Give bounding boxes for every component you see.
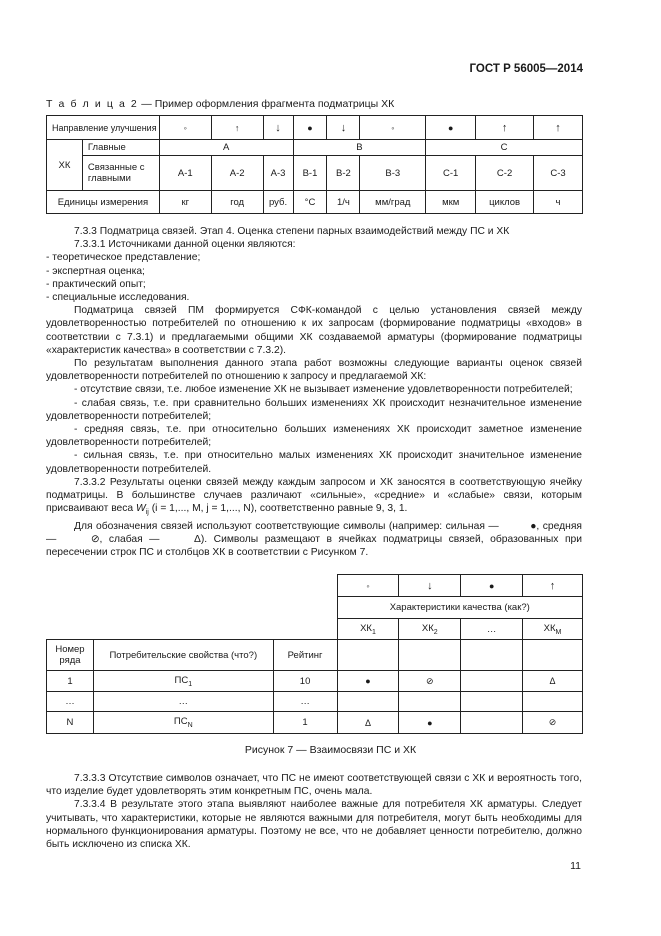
xk-sub: M	[555, 628, 562, 636]
list-item: - средняя связь, т.е. при относительно больших изменениях ХК происходит заметное изменение удовлетворенности потребителей;	[46, 424, 582, 449]
xk-label: ХК	[47, 140, 83, 191]
weight-symbol: W	[136, 503, 146, 515]
ps-cell	[93, 712, 273, 734]
table-row-related	[47, 156, 583, 191]
list-item: - экспертная оценка;	[46, 265, 145, 277]
direction-cell: ◦	[159, 116, 211, 140]
matrix-cell	[461, 671, 523, 692]
paragraph: Подматрица связей ПМ формируется СФК-командой с целью установления связей между удовлетворенностью потребителей по отношению к их запросам (формирование подматрицы «входов» в соответствии с 7.3.1) и предлагаемыми общими ХК создаваемой арматуры (формирование подматрицы «характеристик качества» в соответствии с 7.3.2).	[46, 305, 582, 356]
related-label: Связанные с главными	[82, 156, 159, 191]
section-7-3-3-3	[46, 772, 582, 851]
direction-cell: ●	[293, 116, 327, 140]
table-row-main	[47, 140, 583, 156]
table-xk-submatrix	[46, 115, 583, 214]
paragraph-symbols	[46, 520, 582, 560]
matrix-cell	[461, 712, 523, 734]
page-number: 11	[570, 860, 581, 872]
direction-cell: ↓	[327, 116, 360, 140]
ps-name: ПС	[174, 674, 189, 686]
table-caption	[46, 98, 394, 110]
rating-label: Рейтинг	[273, 640, 337, 671]
ps-sub: 1	[188, 680, 193, 688]
direction-cell: ↑	[476, 116, 534, 140]
unit-cell: мкм	[426, 191, 476, 214]
row-no: 1	[47, 671, 94, 692]
xk-name: ХК	[421, 622, 434, 634]
text-fragment: (i = 1,..., M, j = 1,..., N), соответственно равные 9, 3, 1.	[148, 503, 408, 515]
figure-row-header	[47, 640, 583, 671]
xk-name: ХК	[360, 622, 372, 634]
direction-cell: ◦	[360, 116, 426, 140]
related-cell: С-3	[534, 156, 583, 191]
quality-label: Характеристики качества (как?)	[337, 597, 582, 619]
rating-cell: …	[273, 692, 337, 712]
related-cell: А-3	[263, 156, 293, 191]
weak-link-icon: Δ	[337, 712, 399, 734]
text-fragment: Для обозначения связей используют соответствующие символы (например: сильная —	[74, 520, 499, 532]
weak-link-icon: Δ	[193, 533, 201, 545]
text-fragment: , слабая —	[99, 533, 160, 545]
direction-cell: ↑	[523, 575, 583, 597]
paragraph: 7.3.3.4 В результате этого этапа выявляют наиболее важные для потребителя ХК арматуры. Следует учитывать, что характеристики, которые не являются важными для потребителя, могут быть необходимы для нормального функционирования арматуры. Поэтому не все, что не добавляет ценности потребителю, должно быть исключено из списка ХК.	[46, 799, 582, 851]
text-fragment: ). Символы размещают в ячейках подматрицы связей, образованных при пересечении строк ПС и столбцов ХК в соответствии с Рисунком 7.	[46, 533, 582, 558]
xk-col-header	[399, 619, 461, 640]
unit-cell: 1/ч	[327, 191, 360, 214]
matrix-cell	[337, 692, 399, 712]
blank-cell	[47, 619, 338, 640]
xk-sub: 2	[433, 628, 438, 636]
rating-cell: 1	[273, 712, 337, 734]
figure-caption: Рисунок 7 — Взаимосвязи ПС и ХК	[244, 744, 417, 756]
ps-cell	[93, 671, 273, 692]
table-row	[47, 692, 583, 712]
xk-sub: 1	[371, 628, 376, 636]
direction-label: Направление улучшения	[47, 116, 160, 140]
text-fragment: 7.3.3.2 Результаты оценки связей между каждым запросом и ХК заносятся в соответствующую ячейку подматрицы. В большинстве случаев различают «сильные», «средние» и «слабые» связи, которым присваивают веса	[46, 476, 582, 515]
unit-cell: год	[211, 191, 263, 214]
list-item: - слабая связь, т.е. при сравнительно больших изменениях ХК происходит незначительное изменение удовлетворенности потребителей;	[46, 397, 582, 422]
weak-link-icon: Δ	[523, 671, 583, 692]
direction-cell: ↑	[211, 116, 263, 140]
figure-row-xk	[47, 619, 583, 640]
matrix-cell	[337, 640, 399, 671]
direction-cell: ●	[461, 575, 523, 597]
paragraph: 7.3.3 Подматрица связей. Этап 4. Оценка степени парных взаимодействий между ПС и ХК	[74, 226, 510, 237]
table-row	[47, 671, 583, 692]
group-c: С	[426, 140, 583, 156]
strong-link-icon: ●	[337, 671, 399, 692]
medium-link-icon: ⊘	[399, 671, 461, 692]
direction-cell: ↓	[399, 575, 461, 597]
section-7-3-3	[46, 225, 582, 559]
table-caption-prefix: Т а б л и ц а 2	[46, 98, 139, 110]
props-label: Потребительские свойства (что?)	[93, 640, 273, 671]
xk-name: ХК	[543, 622, 556, 634]
related-cell: В-1	[293, 156, 327, 191]
document-code: ГОСТ Р 56005—2014	[469, 63, 583, 75]
rating-cell: 10	[273, 671, 337, 692]
table-row	[47, 712, 583, 734]
table-caption-text: — Пример оформления фрагмента подматрицы ХК	[138, 98, 395, 110]
unit-cell: циклов	[476, 191, 534, 214]
blank-cell	[47, 575, 338, 597]
direction-cell: ◦	[337, 575, 399, 597]
paragraph-7-3-3-2	[46, 476, 582, 520]
xk-col-header	[461, 619, 523, 640]
related-cell: А-2	[211, 156, 263, 191]
list-item: - специальные исследования.	[46, 292, 190, 304]
main-label: Главные	[82, 140, 159, 156]
list-item: - отсутствие связи, т.е. любое изменение ХК не вызывает изменение удовлетворенности потребителей;	[74, 384, 573, 396]
matrix-cell	[461, 692, 523, 712]
figure-row-quality	[47, 597, 583, 619]
row-no-label: Номер ряда	[47, 640, 94, 671]
matrix-cell	[461, 640, 523, 671]
group-b: В	[293, 140, 426, 156]
units-label: Единицы измерения	[47, 191, 160, 214]
strong-link-icon: ●	[530, 520, 537, 532]
blank-cell	[47, 597, 338, 619]
list-item: - практический опыт;	[46, 278, 146, 290]
row-no: N	[47, 712, 94, 734]
matrix-cell	[399, 640, 461, 671]
paragraph: По результатам выполнения данного этапа работ возможны следующие варианты оценок связей удовлетворенности потребителей по отношению к запросу и предлагаемой ХК:	[46, 358, 582, 383]
direction-cell: ●	[426, 116, 476, 140]
figure-row-direction	[47, 575, 583, 597]
related-cell: В-3	[360, 156, 426, 191]
matrix-cell	[523, 692, 583, 712]
row-no: …	[47, 692, 94, 712]
unit-cell: руб.	[263, 191, 293, 214]
related-cell: В-2	[327, 156, 360, 191]
text-fragment: , средняя —	[46, 520, 582, 545]
ps-name: …	[178, 696, 189, 707]
figure-7-matrix	[46, 574, 583, 734]
unit-cell: ч	[534, 191, 583, 214]
related-cell: С-1	[426, 156, 476, 191]
ps-sub: N	[187, 721, 193, 729]
ps-cell	[93, 692, 273, 712]
ps-name: ПС	[173, 716, 188, 728]
list-item: - сильная связь, т.е. при относительно малых изменениях ХК происходит значительное изменение удовлетворенности потребителей.	[46, 450, 582, 475]
list-item: - теоретическое представление;	[46, 252, 201, 264]
paragraph: 7.3.3.3 Отсутствие символов означает, что ПС не имеют соответствующей связи с ХК и вероятность того, что изделие будет удовлетворять этим конкретным ПС, очень мала.	[46, 773, 582, 798]
matrix-cell	[523, 640, 583, 671]
direction-cell: ↑	[534, 116, 583, 140]
medium-link-icon: ⊘	[90, 533, 100, 545]
table-row-direction	[47, 116, 583, 140]
related-cell: А-1	[159, 156, 211, 191]
related-cell: С-2	[476, 156, 534, 191]
xk-name: …	[486, 623, 497, 635]
unit-cell: мм/град	[360, 191, 426, 214]
matrix-cell	[399, 692, 461, 712]
paragraph: 7.3.3.1 Источниками данной оценки являются:	[74, 239, 296, 251]
unit-cell: кг	[159, 191, 211, 214]
unit-cell: °С	[293, 191, 327, 214]
xk-col-header	[523, 619, 583, 640]
strong-link-icon: ●	[399, 712, 461, 734]
table-row-units	[47, 191, 583, 214]
direction-cell: ↓	[263, 116, 293, 140]
medium-link-icon: ⊘	[523, 712, 583, 734]
weight-subscript: ij	[145, 509, 149, 517]
group-a: А	[159, 140, 293, 156]
xk-col-header	[337, 619, 399, 640]
